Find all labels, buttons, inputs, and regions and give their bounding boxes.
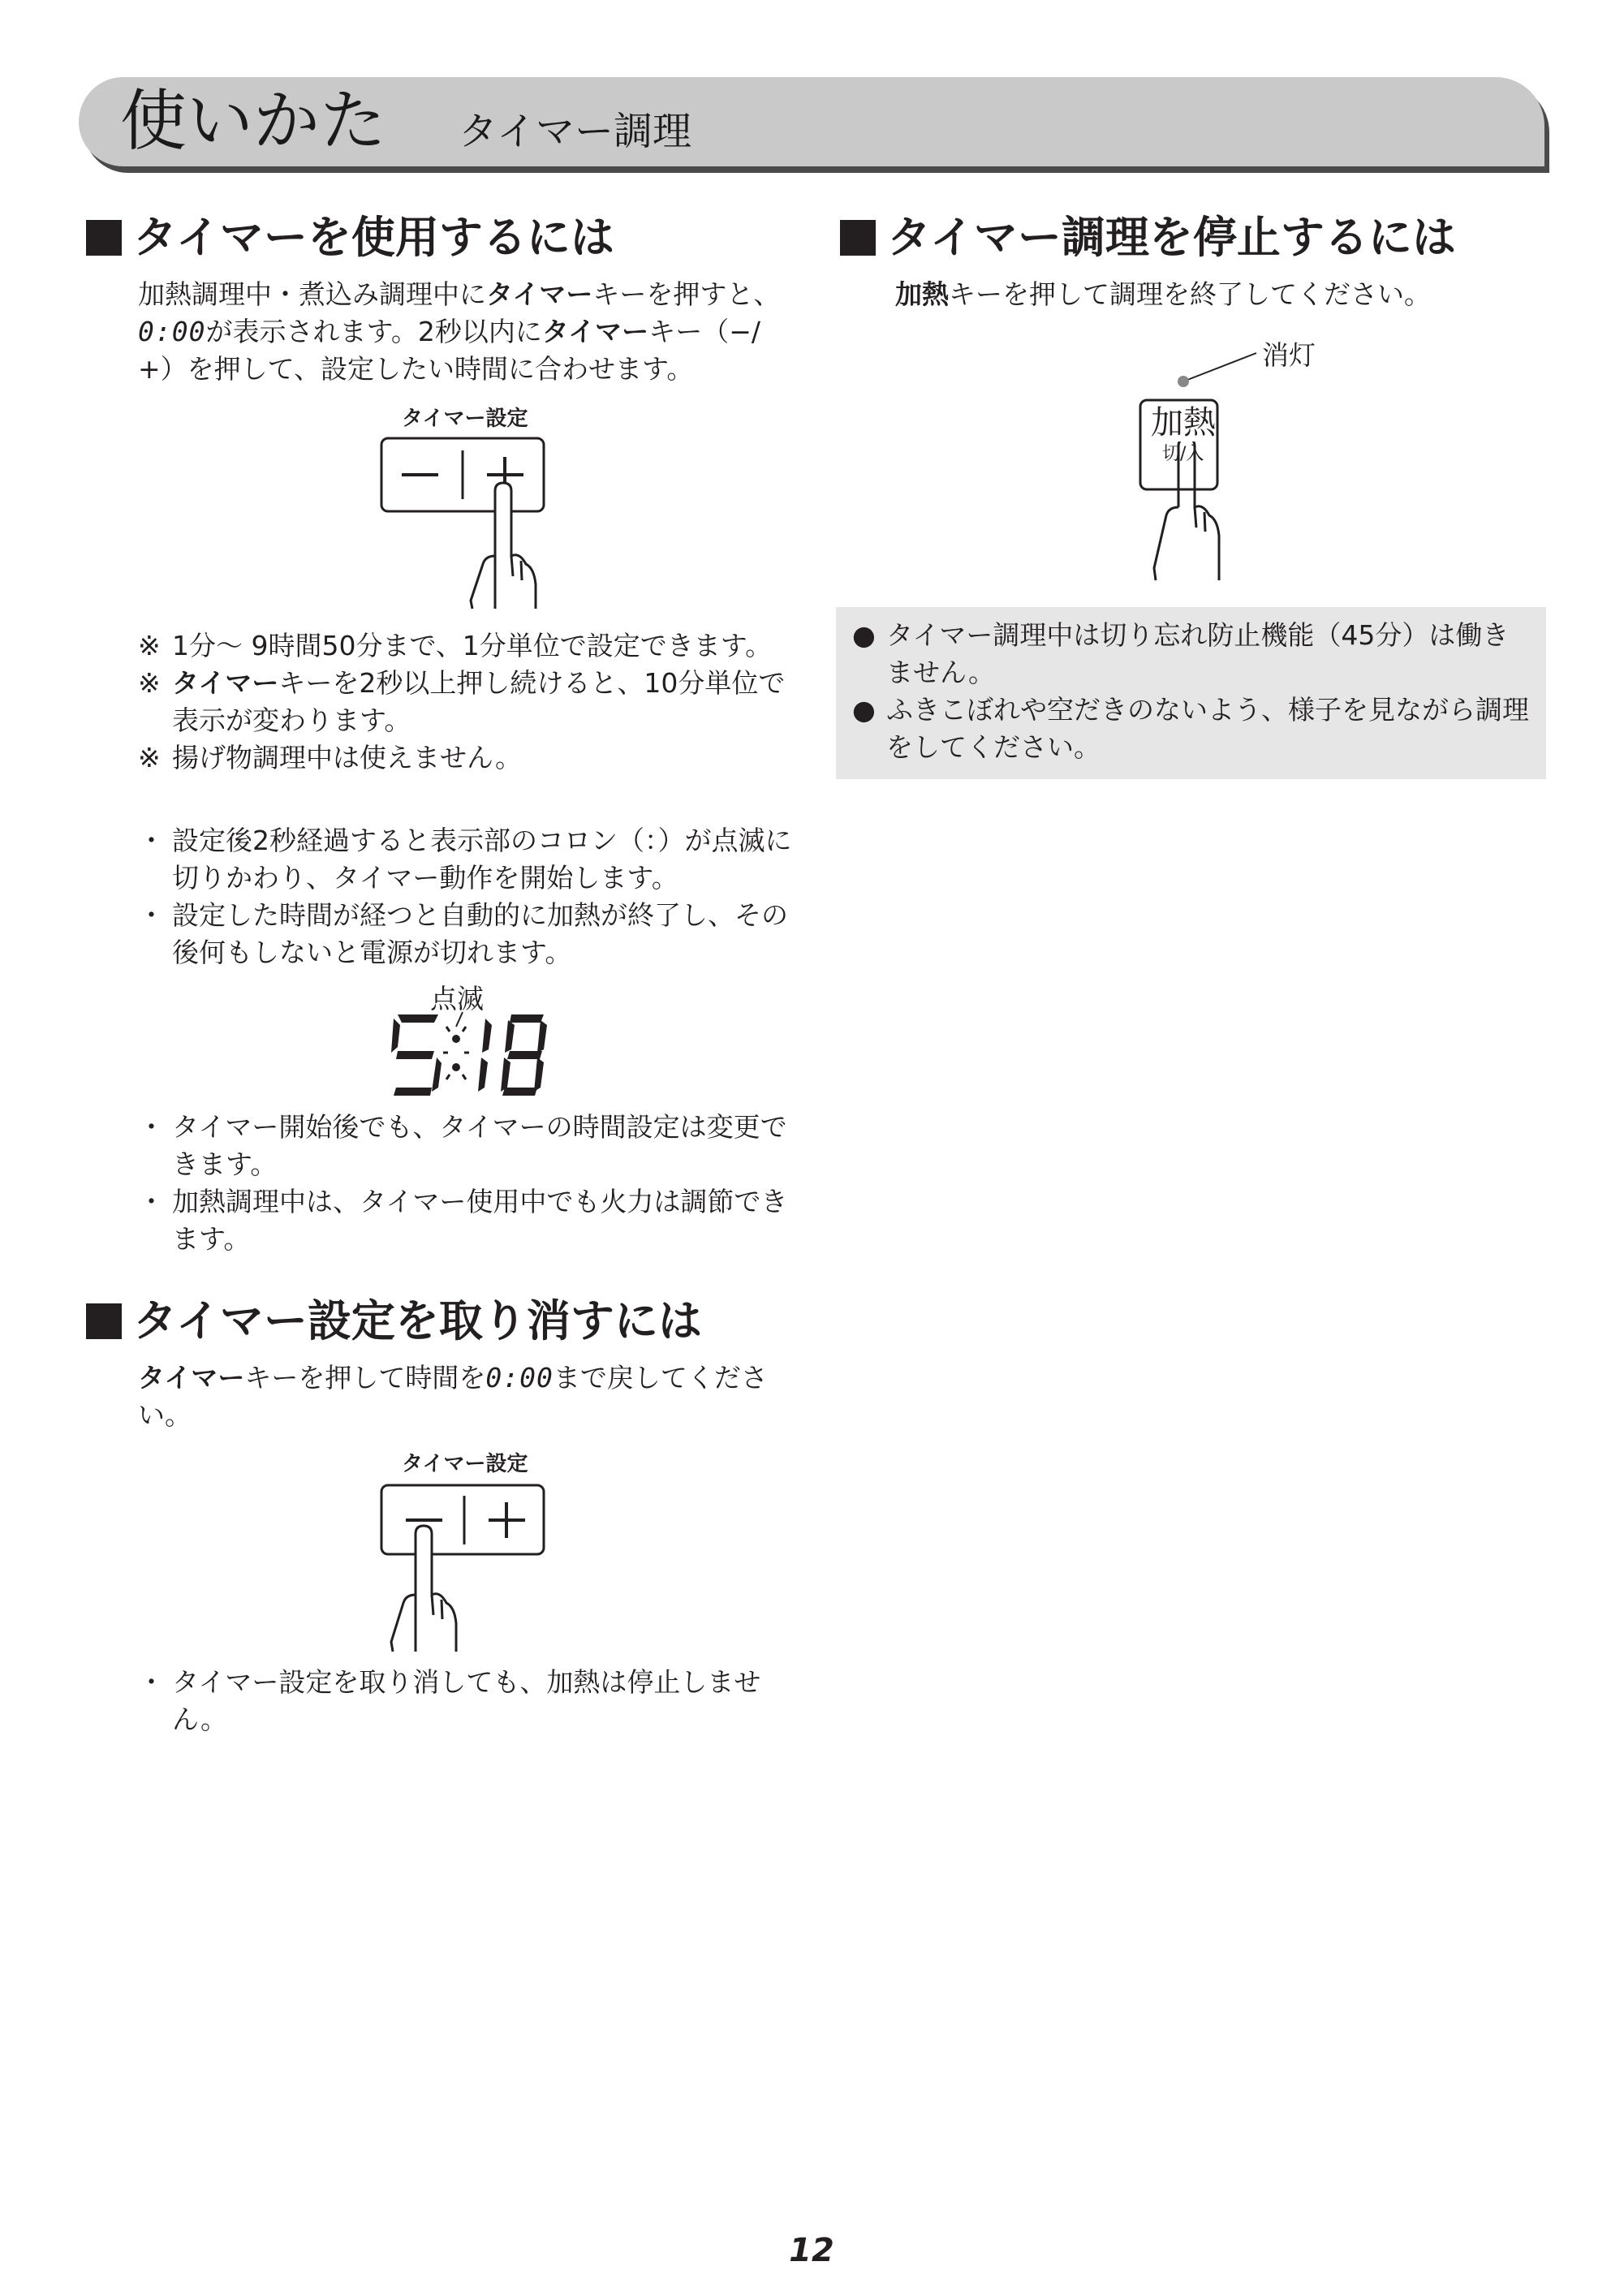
section-title-use-timer: タイマーを使用するには [86, 209, 614, 266]
timer-minus-press-illustration [373, 1481, 560, 1656]
page-subtitle: タイマー調理 [459, 109, 692, 154]
page-number: 12 [789, 2232, 834, 2269]
square-bullet-icon [86, 220, 122, 256]
seven-segment-digits [391, 1014, 547, 1096]
cancel-timer-intro: タイマーキーを押して時間を0:00まで戻してください。 [138, 1362, 768, 1431]
use-timer-notes: ※ 1分〜 9時間50分まで、1分単位で設定できます。 ※ タイマーキーを2秒以上押し続けると、10分単位で表示が変わります。 ※ 揚げ物調理中は使えません。 [138, 630, 786, 773]
heat-key-label: 加熱 [1151, 404, 1216, 442]
black-circle-bullet: ● [852, 694, 876, 726]
segment-display-text: 0:00 [485, 1362, 554, 1394]
section-title-cancel-timer: タイマー設定を取り消すには [86, 1293, 702, 1350]
use-timer-bullets-a: ・ 設定後2秒経過すると表示部のコロン（：）が点滅に切りかわり、タイマー動作を開始します。 ・ 設定した時間が経つと自動的に加熱が終了し、その後何もしないと電源が切れます。 [138, 825, 792, 968]
light-off-leader-line [1183, 353, 1256, 381]
blinking-display-illustration [390, 1010, 552, 1100]
stop-cooking-intro: 加熱キーを押して調理を終了してください。 [895, 278, 1431, 310]
square-bullet-icon [86, 1303, 122, 1339]
page-title: 使いかた [120, 83, 387, 160]
blink-label: 点滅 [430, 983, 484, 1014]
timer-setting-label: タイマー設定 [402, 407, 528, 431]
black-circle-bullet: ● [852, 619, 876, 651]
light-off-label: 消灯 [1262, 339, 1316, 371]
blink-leader-line [456, 1012, 463, 1027]
timer-plus-press-illustration [373, 434, 560, 621]
indicator-lamp-icon [1178, 376, 1189, 387]
blink-rays-icon [443, 1027, 469, 1079]
segment-display-text: 0:00 [138, 316, 206, 347]
heat-key-sublabel: 切/入 [1162, 444, 1204, 464]
heat-key-press-illustration [1128, 345, 1270, 588]
use-timer-bullets-b: ・ タイマー開始後でも、タイマーの時間設定は変更できます。 ・ 加熱調理中は、タイマー使用中でも火力は調節できます。 [138, 1111, 788, 1255]
cancel-timer-bullets: ・ タイマー設定を取り消しても、加熱は停止しません。 [138, 1666, 761, 1735]
caution-info-text: ● タイマー調理中は切り忘れ防止機能（45分）は働きません。 ● ふきこぼれや空だきのないよう、様子を見ながら調理をしてください。 [852, 617, 1534, 766]
square-bullet-icon [840, 220, 876, 256]
use-timer-intro: 加熱調理中・煮込み調理中にタイマーキーを押すと、 0:00が表示されます。2秒以内にタイマーキー（−/ +）を押して、設定したい時間に合わせます。 [138, 278, 781, 385]
section-title-stop-cooking: タイマー調理を停止するには [840, 209, 1456, 266]
timer-setting-label-cancel: タイマー設定 [402, 1452, 528, 1476]
